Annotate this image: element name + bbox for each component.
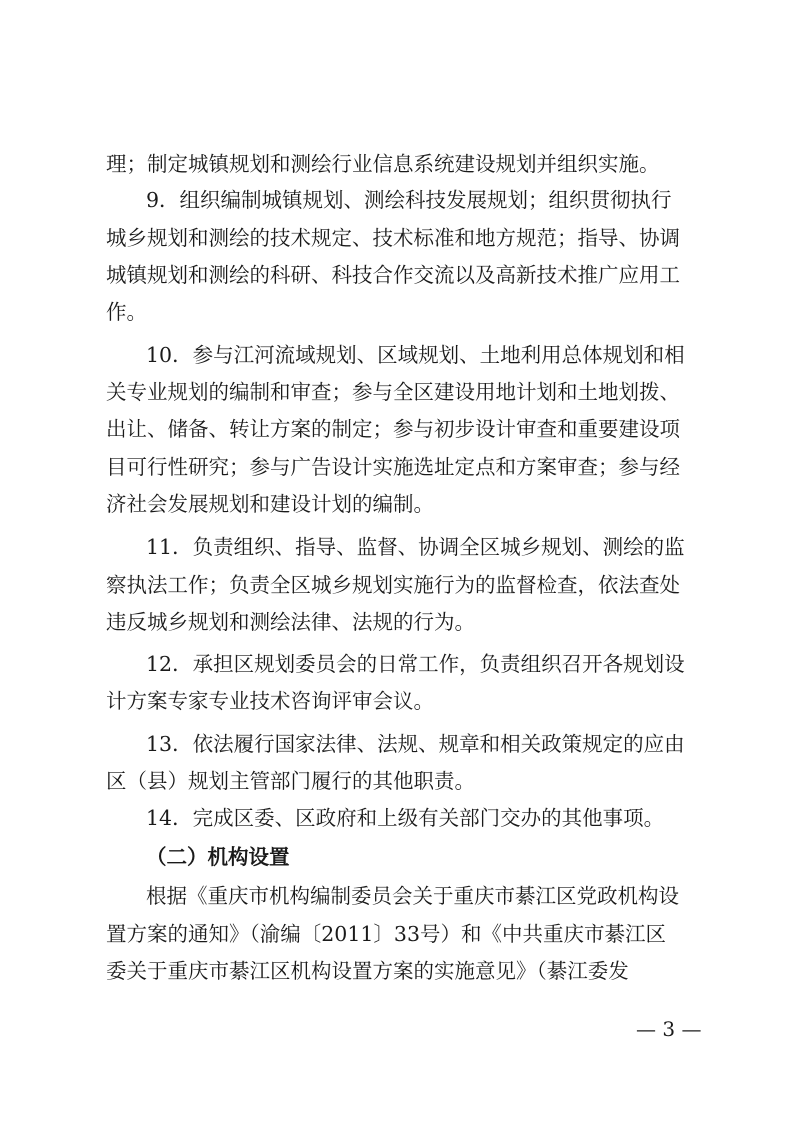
text-line: 城镇规划和测绘的科研、科技合作交流以及高新技术推广应用工 xyxy=(106,263,680,287)
text-line: 出让、储备、转让方案的制定；参与初步设计审查和重要建设项 xyxy=(106,417,680,441)
text-line: 察执法工作；负责全区城乡规划实施行为的监督检查，依法查处 xyxy=(106,573,680,597)
text-line: 12．承担区规划委员会的日常工作，负责组织召开各规划设 xyxy=(146,652,685,676)
text-line: 委关于重庆市綦江区机构设置方案的实施意见》（綦江委发 xyxy=(106,959,629,983)
text-line: 作。 xyxy=(106,300,147,324)
text-line: 违反城乡规划和测绘法律、法规的行为。 xyxy=(106,610,475,634)
text-line: 区（县）规划主管部门履行的其他职责。 xyxy=(106,769,475,793)
text-line: 目可行性研究；参与广告设计实施选址定点和方案审查；参与经 xyxy=(106,455,680,479)
section-heading: （二）机构设置 xyxy=(146,845,290,869)
text-line: 理；制定城镇规划和测绘行业信息系统建设规划并组织实施。 xyxy=(106,152,660,176)
text-line: 9．组织编制城镇规划、测绘科技发展规划；组织贯彻执行 xyxy=(146,188,672,212)
text-line: 关专业规划的编制和审查；参与全区建设用地计划和土地划拨、 xyxy=(106,380,680,404)
text-line: 10．参与江河流域规划、区域规划、土地利用总体规划和相 xyxy=(146,343,685,367)
text-line: 置方案的通知》（渝编〔2011〕33号）和《中共重庆市綦江区 xyxy=(106,922,667,946)
text-line: 11．负责组织、指导、监督、协调全区城乡规划、测绘的监 xyxy=(146,535,685,559)
text-line: 城乡规划和测绘的技术规定、技术标准和地方规范；指导、协调 xyxy=(106,226,680,250)
text-line: 根据《重庆市机构编制委员会关于重庆市綦江区党政机构设 xyxy=(146,884,679,908)
text-line: 计方案专家专业技术咨询评审会议。 xyxy=(106,689,434,713)
text-line: 14．完成区委、区政府和上级有关部门交办的其他事项。 xyxy=(146,806,665,830)
page-number: — 3 — xyxy=(636,1017,702,1041)
text-line: 济社会发展规划和建设计划的编制。 xyxy=(106,492,434,516)
text-line: 13．依法履行国家法律、法规、规章和相关政策规定的应由 xyxy=(146,732,685,756)
